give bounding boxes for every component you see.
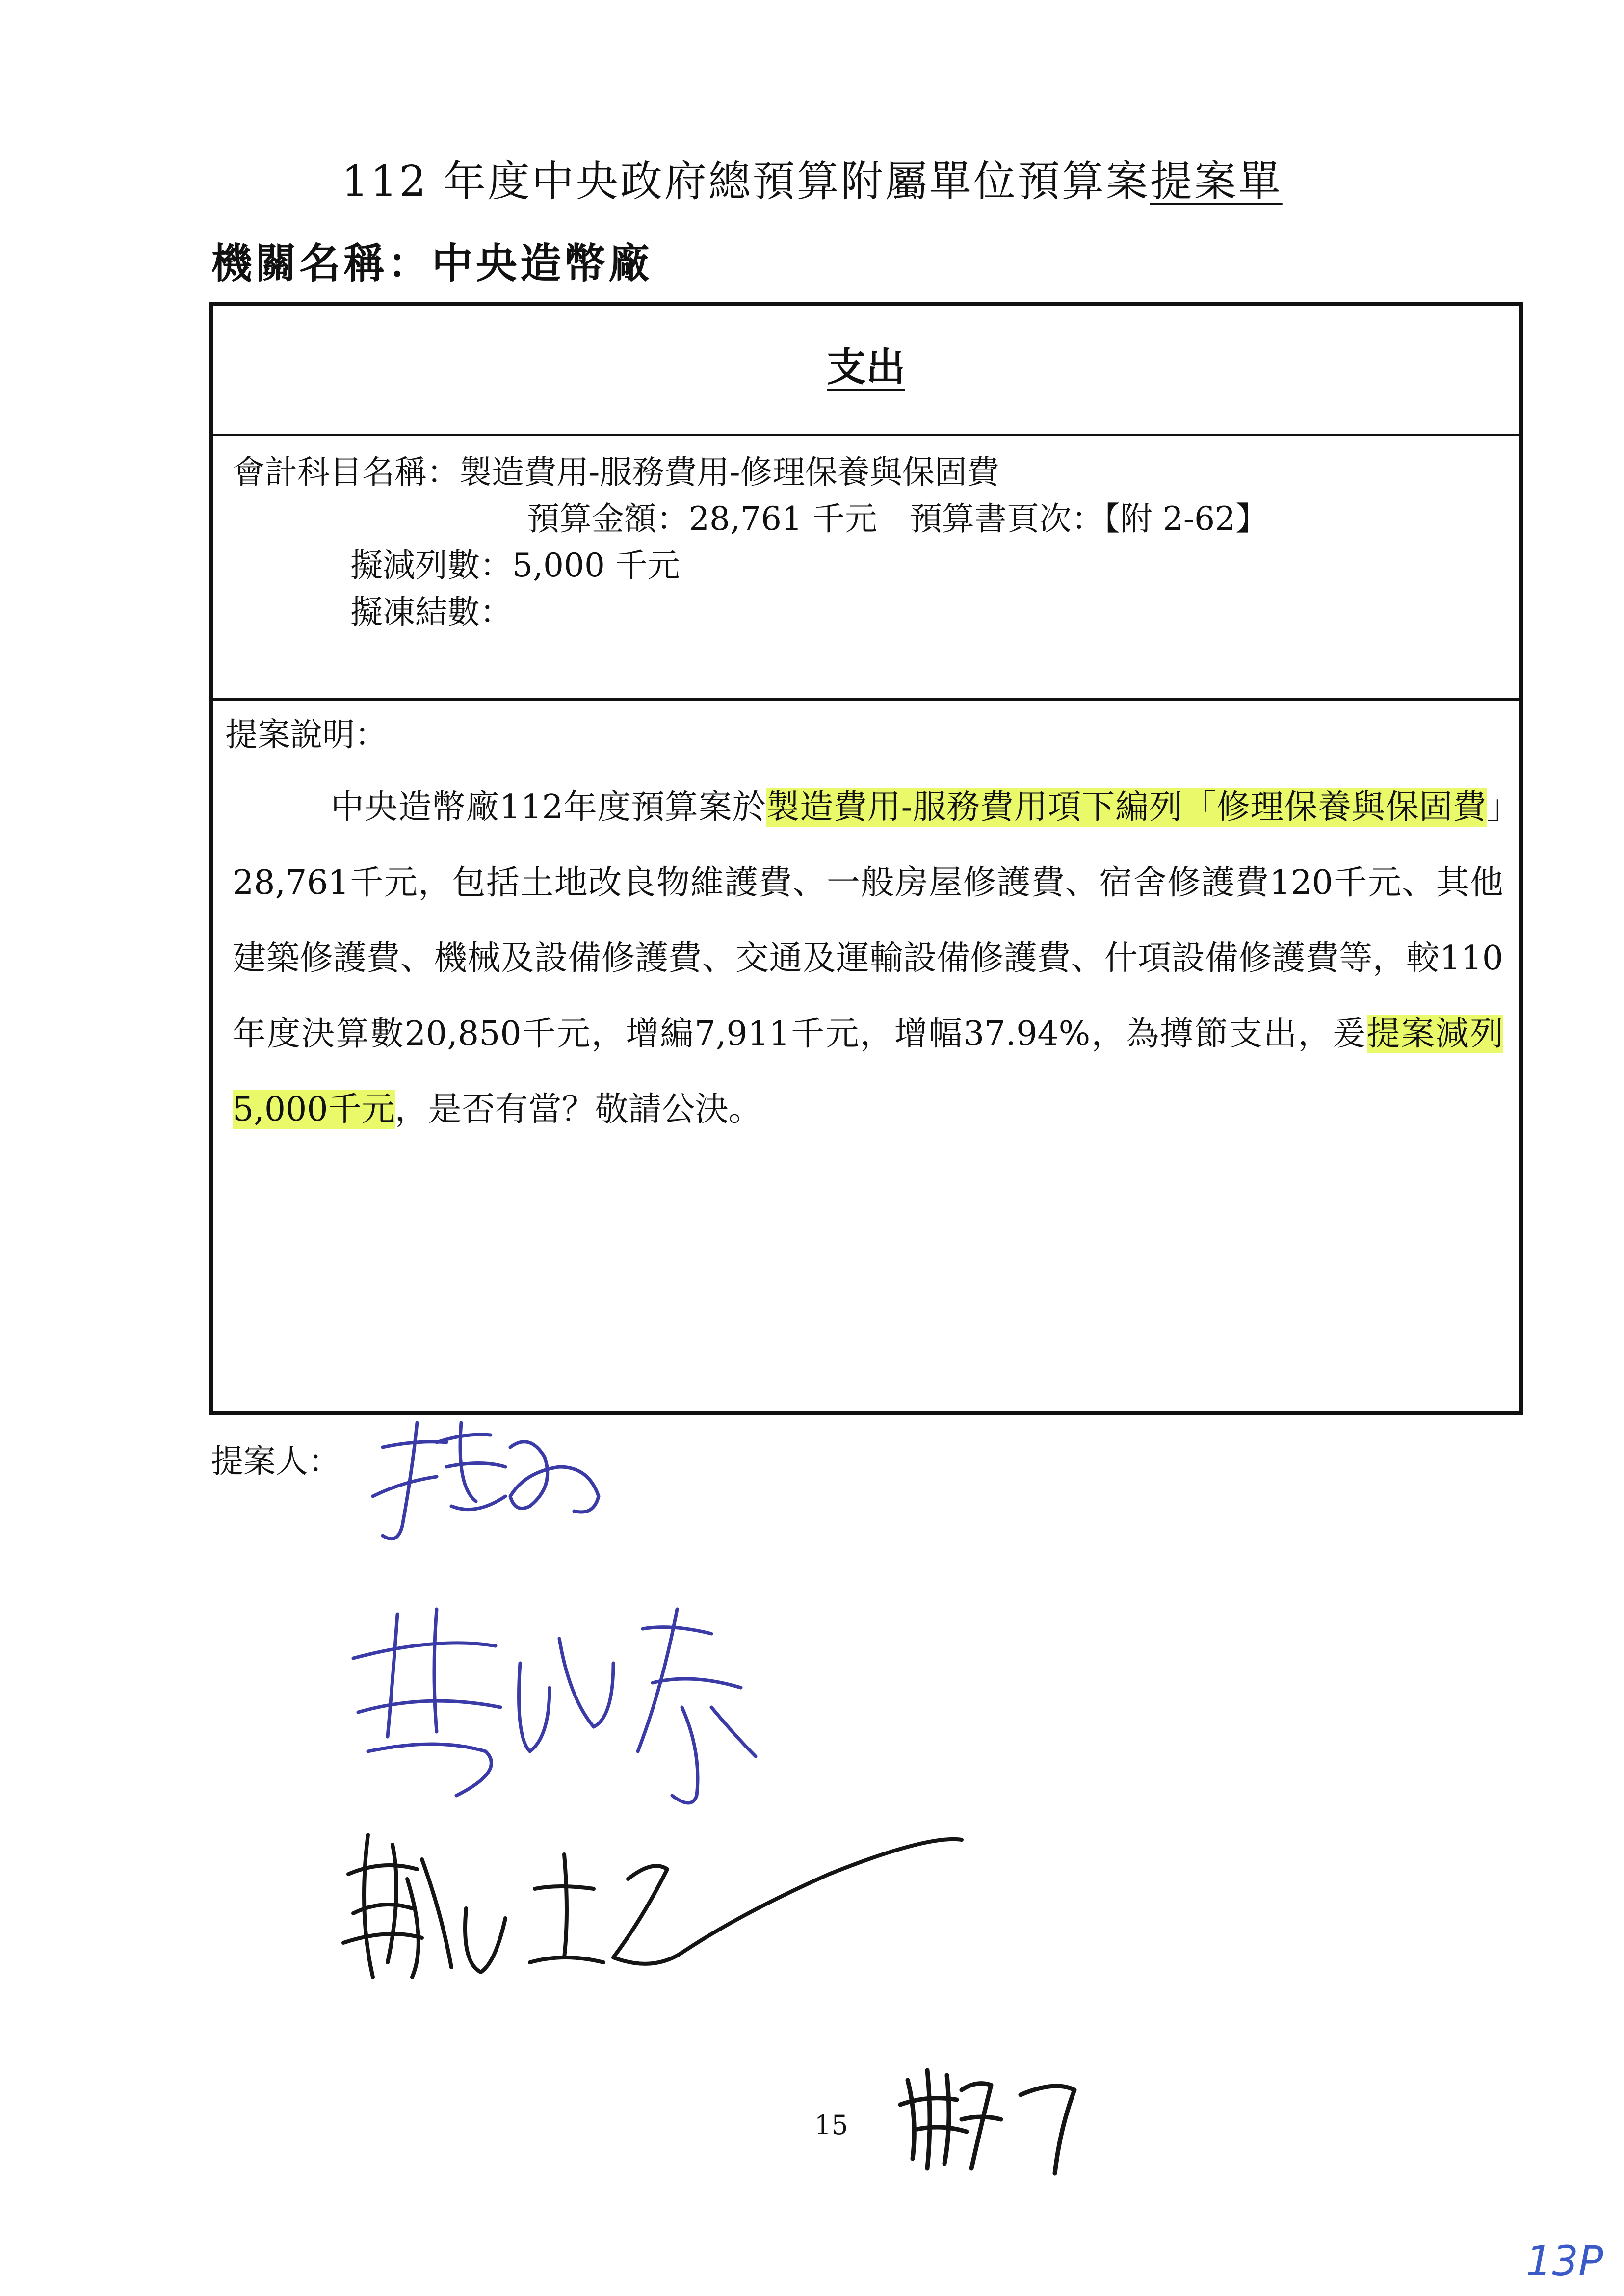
highlighted-cut-amount: 提案減列5,000千元 bbox=[233, 1015, 1503, 1129]
explanation-label: 提案說明： bbox=[225, 716, 387, 754]
proposed-freeze: 擬凍結數： bbox=[350, 593, 512, 631]
account-info-row bbox=[213, 436, 1519, 701]
explanation-text: 中央造幣廠112年度預算案於製造費用-服務費用項下編列「修理保養與保固費」28,761千元，包括土地改良物維護費、一般房屋修護費、宿舍修護費120千元、其他建築修護費、機械及設備修護費、交通及運輸設備修護費、什項設備修護費等，較110年度決算數20,850千元，增編7,911千元，增幅37.94%，為撙節支出，爰提案減列5,000千元，是否有當？敬請公決。 bbox=[233, 788, 1504, 1129]
section-title: 支出 bbox=[827, 344, 905, 390]
agency-name: 機關名稱：中央造幣廠 bbox=[211, 239, 653, 287]
page-number: 15 bbox=[814, 2110, 848, 2140]
signature-4 bbox=[898, 2061, 1084, 2183]
proposer-label: 提案人： bbox=[211, 1442, 341, 1480]
account-name: 會計科目名稱：製造費用-服務費用-修理保養與保固費 bbox=[233, 453, 999, 491]
budget-amount: 預算金額：28,761 千元 預算書頁次：【附 2-62】 bbox=[527, 500, 1268, 538]
proposal-form-table bbox=[209, 302, 1523, 1415]
highlighted-phrase: 製造費用-服務費用項下編列「修理保養與保固費 bbox=[766, 788, 1487, 827]
proposed-cut: 擬減列數：5,000 千元 bbox=[350, 547, 680, 584]
section-header-row bbox=[213, 306, 1519, 436]
explanation-row bbox=[213, 701, 1519, 1415]
document-title: 112 年度中央政府總預算附屬單位預算案提案單 bbox=[341, 157, 1283, 206]
signature-2 bbox=[339, 1590, 780, 1820]
signature-3 bbox=[339, 1815, 976, 2036]
signature-1 bbox=[363, 1413, 618, 1570]
handwritten-page-mark: 13P bbox=[1526, 2237, 1603, 2285]
